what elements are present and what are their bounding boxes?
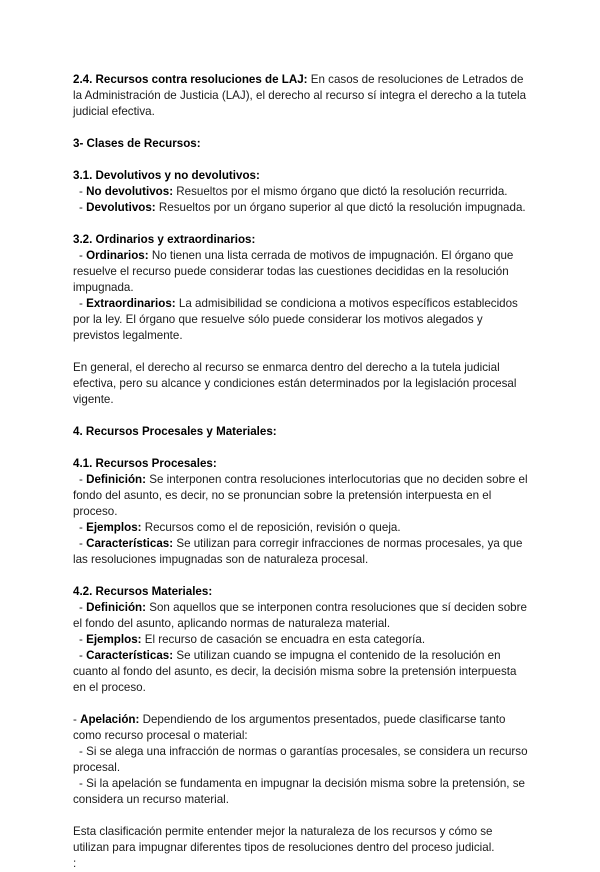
list-item: - No devolutivos: Resueltos por el mismo órgano que dictó la resolución recurrida. [79,185,508,198]
general-paragraph: En general, el derecho al recurso se enmarca dentro del derecho a la tutela judicial efectiva, pero su alcance y condiciones están determinados por la legislación procesal vigente. [73,361,517,406]
section-4-2-heading: 4.2. Recursos Materiales: [73,585,213,598]
list-item: - Ejemplos: Recursos como el de reposición, revisión o queja. [79,521,401,534]
list-item: - Si la apelación se fundamenta en impugnar la decisión misma sobre la pretensión, se considera un recurso material. [73,777,525,806]
list-item: - Ejemplos: El recurso de casación se encuadra en esta categoría. [79,633,426,646]
section-4-heading: 4. Recursos Procesales y Materiales: [73,425,277,438]
apelacion-paragraph: - Apelación: Dependiendo de los argumentos presentados, puede clasificarse tanto como recurso procesal o material: [73,713,506,742]
section-2-4-paragraph [73,72,529,120]
list-item: - Definición: Se interponen contra resoluciones interlocutorias que no deciden sobre el fondo del asunto, es decir, no se pronuncian sobre la pretensión interpuesta en el proceso. [73,473,528,518]
list-item: - Características: Se utilizan cuando se impugna el contenido de la resolución en cuanto al fondo del asunto, es decir, la decisión misma sobre la pretensión interpuesta en el proceso. [73,649,517,694]
section-2-4-heading: 2.4. Recursos contra resoluciones de LAJ: [73,73,308,86]
document-body [73,72,529,872]
closing-paragraph: Esta clasificación permite entender mejor la naturaleza de los recursos y cómo se utilizan para impugnar diferentes tipos de resoluciones dentro del proceso judicial. [73,825,495,854]
list-item: - Devolutivos: Resueltos por un órgano superior al que dictó la resolución impugnada. [79,201,526,214]
list-item: - Extraordinarios: La admisibilidad se condiciona a motivos específicos establecidos por la ley. El órgano que resuelve sólo puede considerar los motivos alegados y previstos legalmente. [73,297,518,342]
list-item: - Definición: Son aquellos que se interponen contra resoluciones que sí deciden sobre el fondo del asunto, aplicando normas de naturaleza material. [73,601,527,630]
section-3-1-heading: 3.1. Devolutivos y no devolutivos: [73,169,260,182]
section-3-2-heading: 3.2. Ordinarios y extraordinarios: [73,233,256,246]
list-item: - Características: Se utilizan para corregir infracciones de normas procesales, ya que las resoluciones impugnadas son de naturaleza procesal. [73,537,523,566]
section-2-4-text: En casos de resoluciones de Letrados de la Administración de Justicia (LAJ), el derecho al recurso sí integra el derecho a la tutela judicial efectiva. [73,73,527,118]
section-4-1-heading: 4.1. Recursos Procesales: [73,457,217,470]
apelacion-label: Apelación: [80,713,140,726]
list-item: - Ordinarios: No tienen una lista cerrada de motivos de impugnación. El órgano que resuelve el recurso puede considerar todas las cuestiones decididas en la resolución impugnada. [73,249,514,294]
trailing-mark: : [73,857,77,870]
list-item: - Si se alega una infracción de normas o garantías procesales, se considera un recurso procesal. [73,745,528,774]
section-3-heading: 3- Clases de Recursos: [73,137,201,150]
